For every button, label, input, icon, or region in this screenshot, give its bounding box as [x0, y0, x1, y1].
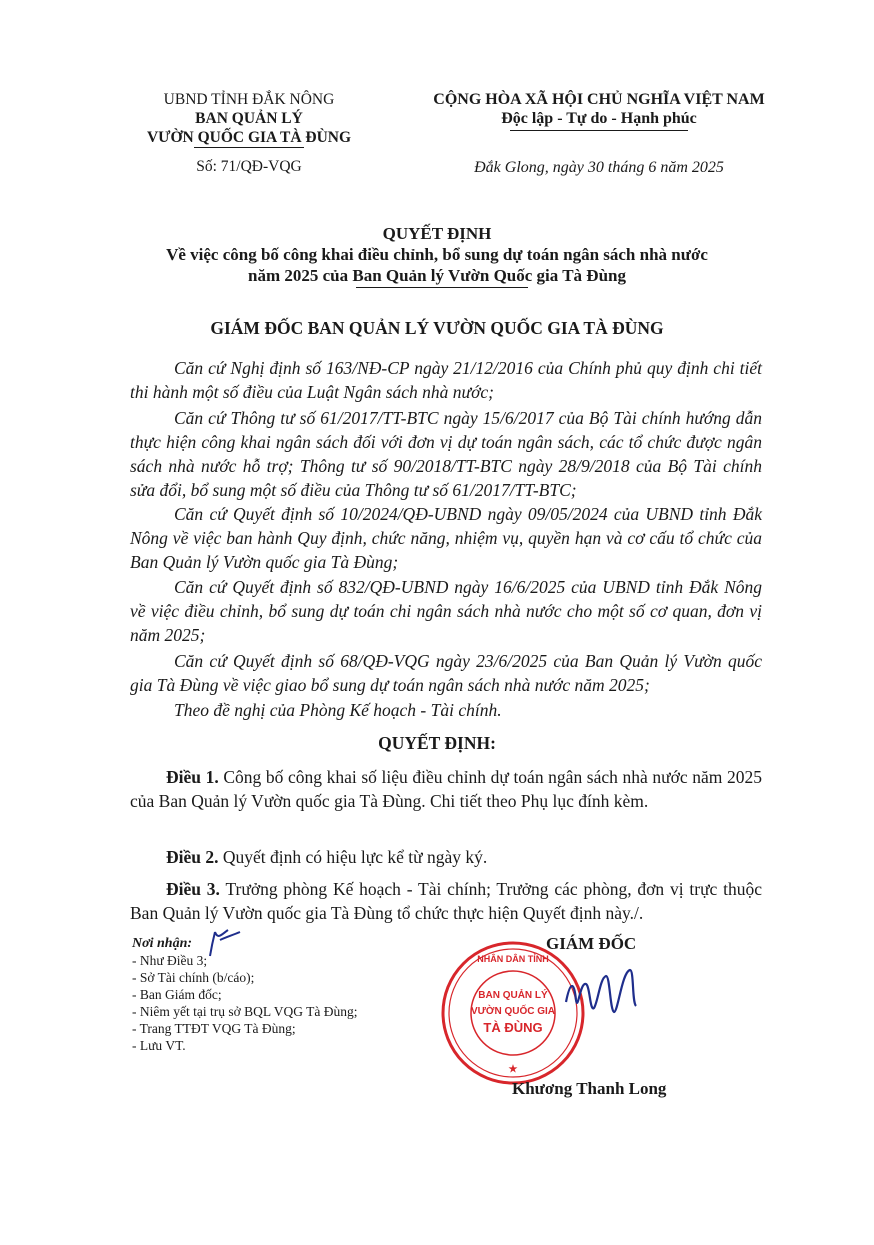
article-2 [130, 845, 762, 869]
svg-text:★: ★ [508, 1064, 518, 1075]
recipient-item: - Lưu VT. [132, 1038, 186, 1053]
article-3 [130, 877, 762, 925]
signer-name: Khương Thanh Long [512, 1079, 667, 1098]
article-2-text: Quyết định có hiệu lực kể từ ngày ký. [222, 847, 488, 867]
article-3-label: Điều 3. [166, 879, 220, 899]
recipient-item: - Ban Giám đốc; [132, 987, 222, 1002]
agency-line-3-text: VƯỜN QUỐC GIA TÀ ĐÙNG [146, 129, 352, 146]
title-line-1: Về việc công bố công khai điều chỉnh, bổ sung dự toán ngân sách nhà nước [166, 245, 708, 264]
legal-basis-5: Căn cứ Quyết định số 68/QĐ-VQG ngày 23/6/2025 của Ban Quản lý Vườn quốc gia Tà Đùng về việc giao bổ sung dự toán ngân sách nhà nước năm 2025; [130, 651, 762, 695]
decision-heading: QUYẾT ĐỊNH: [378, 733, 496, 753]
svg-text:BAN QUẢN LÝ: BAN QUẢN LÝ [478, 990, 548, 1001]
recipients-heading: Nơi nhận: [132, 936, 193, 951]
article-1 [130, 765, 762, 813]
recipient-item: - Niêm yết tại trụ sở BQL VQG Tà Đùng; [132, 1004, 358, 1019]
national-motto-block [410, 90, 788, 138]
agency-block [108, 90, 390, 176]
handwritten-signature-icon [560, 962, 660, 1032]
document-type: QUYẾT ĐỊNH [382, 224, 492, 243]
recipient-item: - Như Điều 3; [132, 953, 208, 968]
article-1-text: Công bố công khai số liệu điều chỉnh dự toán ngân sách nhà nước năm 2025 của Ban Quản lý Vườn quốc gia Tà Đùng. Chi tiết theo Phụ lục đính kèm. [130, 767, 762, 811]
signature-title: GIÁM ĐỐC [546, 934, 637, 953]
agency-underline [108, 147, 390, 159]
legal-basis-4: Căn cứ Quyết định số 832/QĐ-UBND ngày 16/6/2025 của UBND tỉnh Đắk Nông về việc điều chỉnh, bổ sung dự toán chi ngân sách nhà nước cho một số cơ quan, đơn vị năm 2025; [130, 577, 762, 645]
title-line-2: năm 2025 của Ban Quản lý Vườn Quốc gia Tà Đùng [248, 266, 626, 285]
title-underline [100, 286, 774, 292]
proposal-basis: Theo đề nghị của Phòng Kế hoạch - Tài chính. [174, 700, 502, 720]
national-name: CỘNG HÒA XÃ HỘI CHỦ NGHĨA VIỆT NAM [433, 91, 765, 108]
title-block [100, 223, 774, 292]
legal-basis-2: Căn cứ Thông tư số 61/2017/TT-BTC ngày 15/6/2017 của Bộ Tài chính hướng dẫn thực hiện công khai ngân sách đối với đơn vị dự toán ngân sách, các tổ chức được ngân sách nhà nước hỗ trợ; Thông tư số 90/2018/TT-BTC ngày 28/9/2018 của Bộ Tài chính sửa đổi, bổ sung một số điều của Thông tư số 61/2017/TT-BTC; [130, 408, 762, 500]
motto: Độc lập - Tự do - Hạnh phúc [501, 110, 697, 127]
place-date: Đắk Glong, ngày 30 tháng 6 năm 2025 [474, 159, 724, 176]
initial-mark-icon [206, 926, 246, 966]
recipient-item: - Trang TTĐT VQG Tà Đùng; [132, 1021, 296, 1036]
svg-text:NHÂN DÂN TỈNH: NHÂN DÂN TỈNH [477, 954, 549, 964]
agency-line-1: UBND TỈNH ĐẮK NÔNG [163, 91, 335, 108]
legal-basis-1: Căn cứ Nghị định số 163/NĐ-CP ngày 21/12/2016 của Chính phủ quy định chi tiết thi hành một số điều của Luật Ngân sách nhà nước; [130, 358, 762, 402]
motto-underline [410, 128, 788, 138]
recipient-item: - Sở Tài chính (b/cáo); [132, 970, 255, 985]
article-1-label: Điều 1. [166, 767, 219, 787]
article-3-text: Trưởng phòng Kế hoạch - Tài chính; Trưởng các phòng, đơn vị trực thuộc Ban Quản lý Vườn quốc gia Tà Đùng tổ chức thực hiện Quyết định này./. [130, 879, 763, 923]
agency-line-2: BAN QUẢN LÝ [195, 110, 303, 127]
issuing-authority: GIÁM ĐỐC BAN QUẢN LÝ VƯỜN QUỐC GIA TÀ ĐÙNG [210, 318, 664, 338]
document-number: Số: 71/QĐ-VQG [196, 158, 302, 175]
svg-text:VƯỜN QUỐC GIA: VƯỜN QUỐC GIA [470, 1006, 556, 1017]
article-2-label: Điều 2. [166, 847, 219, 867]
legal-basis-3: Căn cứ Quyết định số 10/2024/QĐ-UBND ngày 09/05/2024 của UBND tỉnh Đắk Nông về việc ban hành Quy định, chức năng, nhiệm vụ, quyền hạn và cơ cấu tổ chức của Ban Quản lý Vườn quốc gia Tà Đùng; [130, 504, 762, 572]
svg-text:TÀ ĐÙNG: TÀ ĐÙNG [483, 1020, 543, 1035]
agency-line-3 [108, 128, 390, 147]
